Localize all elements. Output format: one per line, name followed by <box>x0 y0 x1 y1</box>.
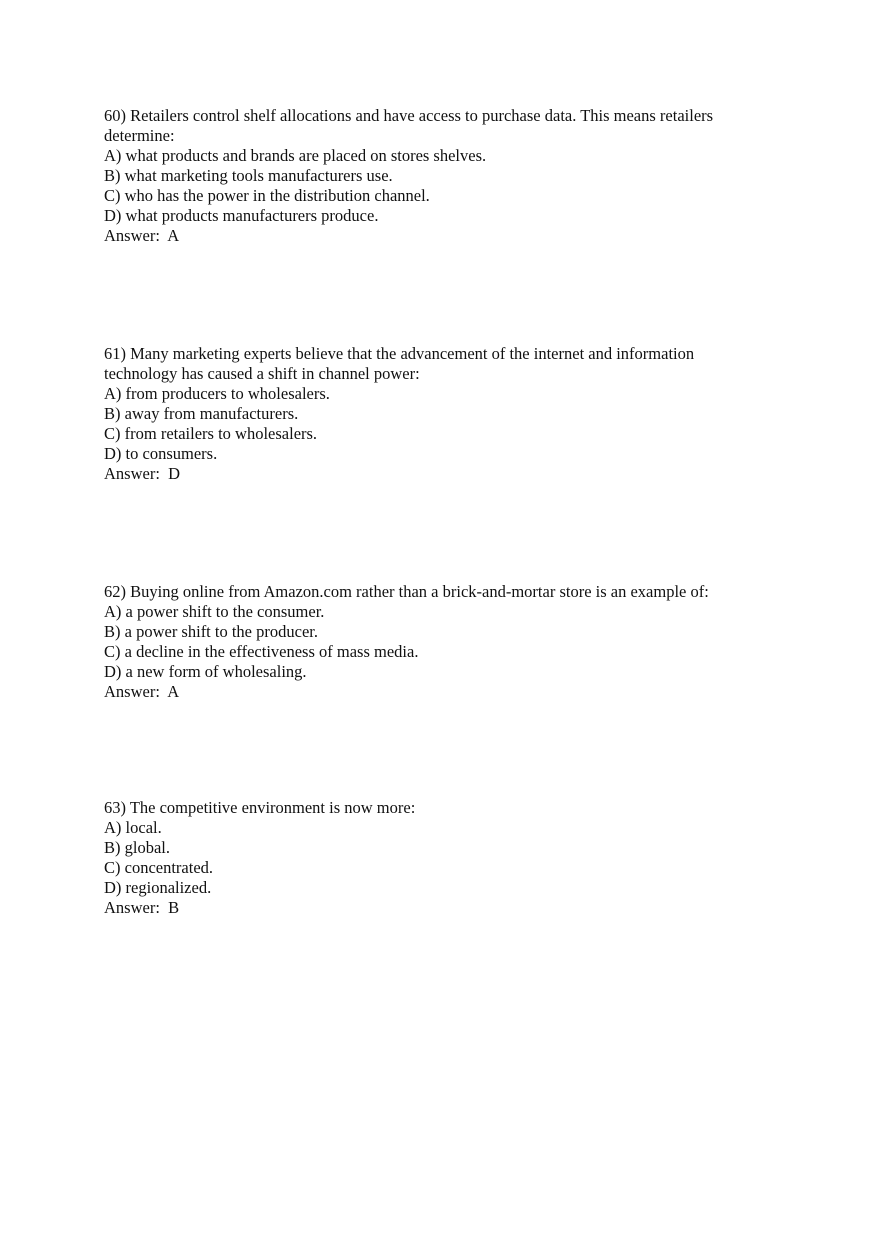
question-stem: 61) Many marketing experts believe that the advancement of the internet and information <box>104 344 695 363</box>
option-c: C) who has the power in the distribution channel. <box>104 186 430 205</box>
option-a: A) a power shift to the consumer. <box>104 602 325 621</box>
option-c: C) from retailers to wholesalers. <box>104 424 318 443</box>
option-b: B) a power shift to the producer. <box>104 622 318 641</box>
option-b: B) what marketing tools manufacturers use. <box>104 166 393 185</box>
question-stem: 60) Retailers control shelf allocations and have access to purchase data. This means retailers <box>104 106 714 125</box>
option-c: C) concentrated. <box>104 858 214 877</box>
option-d: D) what products manufacturers produce. <box>104 206 379 225</box>
option-b: B) away from manufacturers. <box>104 404 299 423</box>
question-stem: 63) The competitive environment is now more: <box>104 798 416 817</box>
option-d: D) to consumers. <box>104 444 218 463</box>
option-a: A) from producers to wholesalers. <box>104 384 330 403</box>
question-63 <box>104 798 754 918</box>
option-b: B) global. <box>104 838 170 857</box>
option-a: A) local. <box>104 818 162 837</box>
question-60 <box>104 106 754 246</box>
option-a: A) what products and brands are placed on stores shelves. <box>104 146 487 165</box>
question-61 <box>104 344 754 484</box>
option-d: D) a new form of wholesaling. <box>104 662 307 681</box>
option-d: D) regionalized. <box>104 878 212 897</box>
answer: Answer: B <box>104 898 180 917</box>
answer: Answer: A <box>104 682 180 701</box>
answer: Answer: D <box>104 464 181 483</box>
question-stem: determine: <box>104 126 175 145</box>
question-62 <box>104 582 754 702</box>
option-c: C) a decline in the effectiveness of mass media. <box>104 642 419 661</box>
answer: Answer: A <box>104 226 180 245</box>
question-stem: technology has caused a shift in channel power: <box>104 364 420 383</box>
question-stem: 62) Buying online from Amazon.com rather than a brick-and-mortar store is an example of: <box>104 582 709 601</box>
